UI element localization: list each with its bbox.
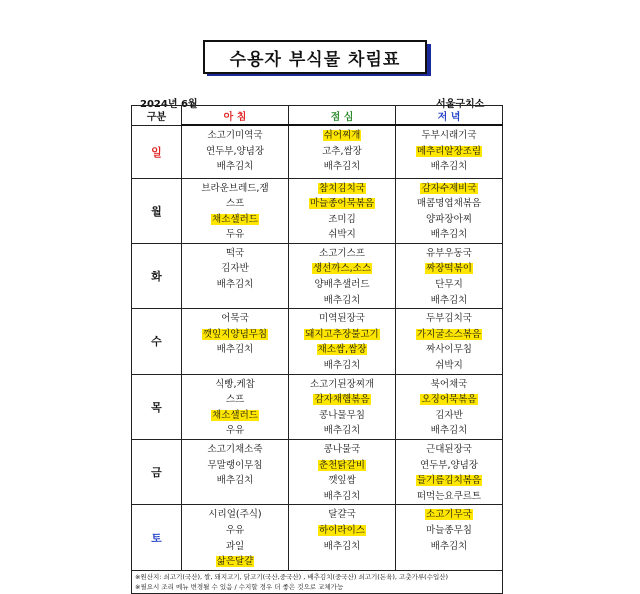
header-breakfast: 아 침 (182, 106, 289, 126)
menu-item (396, 246, 502, 262)
breakfast-cell (182, 374, 289, 439)
day-row (132, 178, 503, 243)
menu-item (289, 358, 395, 374)
period-label: 2024년 6월 (140, 99, 198, 110)
menu-item-text: 쉬박지 (328, 229, 356, 241)
menu-item (396, 473, 502, 489)
menu-item-text: 채소샐러드 (212, 213, 258, 225)
title-banner (203, 40, 427, 74)
header-dinner: 저 녁 (396, 106, 503, 126)
header-row (132, 106, 503, 126)
menu-item-text: 유부우동국 (426, 247, 472, 259)
menu-item (396, 408, 502, 424)
menu-item (289, 489, 395, 505)
menu-item (289, 442, 395, 458)
lunch-cell (289, 309, 396, 374)
menu-item-text: 쉬어찌개 (323, 130, 361, 141)
menu-item (396, 227, 502, 243)
menu-item-text: 채소샐러드 (212, 409, 258, 421)
menu-item (182, 128, 288, 144)
menu-item-text: 짜장떡볶이 (426, 263, 472, 275)
menu-item-text: 채소쌈,쌈장 (317, 344, 367, 356)
day-row (132, 309, 503, 374)
menu-item (182, 458, 288, 474)
menu-item-text: 미역된장국 (319, 313, 365, 325)
menu-item (182, 227, 288, 243)
menu-item (396, 293, 502, 309)
menu-item (182, 423, 288, 439)
menu-item-text: 배추김치 (430, 161, 468, 173)
menu-item-text: 감자수제비국 (421, 182, 477, 194)
menu-item (182, 144, 288, 160)
origin-note: ※원산지: 쇠고기(국산), 쌀, 돼지고기, 닭고기(국산,중국산) , 배추김치(중국산) 쇠고기(돈육), 고춧가루(수입산) (135, 572, 449, 581)
day-row (132, 243, 503, 308)
menu-item (182, 392, 288, 408)
menu-item-text: 마늘종무침 (426, 524, 472, 536)
menu-item-text: 삶은달걀 (216, 556, 254, 568)
lunch-cell (289, 243, 396, 308)
menu-item-text: 콩나물국 (323, 444, 361, 455)
day-row (132, 374, 503, 439)
menu-item (182, 523, 288, 539)
menu-item (182, 311, 288, 327)
menu-item-text: 배추김치 (430, 229, 468, 241)
dinner-cell (396, 374, 503, 439)
day-row (132, 505, 503, 570)
menu-item (289, 212, 395, 228)
menu-item-text: 고추,쌈장 (322, 145, 362, 157)
lunch-cell (289, 125, 396, 178)
menu-item (182, 261, 288, 277)
menu-item-text: 배추김치 (323, 490, 361, 502)
menu-item (396, 311, 502, 327)
menu-item-text: 과일 (225, 540, 245, 552)
menu-item (182, 246, 288, 262)
menu-item-text: 식빵,케찹 (215, 378, 255, 390)
menu-item (289, 311, 395, 327)
menu-item-text: 배추김치 (323, 425, 361, 437)
menu-item-text: 배추김치 (430, 425, 468, 437)
menu-item (396, 128, 502, 144)
menu-item (396, 523, 502, 539)
menu-item-text: 근대된장국 (426, 444, 472, 455)
menu-item-text: 떡국 (225, 247, 245, 259)
day-label: 토 (132, 505, 182, 570)
menu-item-text: 소고기채소죽 (207, 444, 263, 455)
menu-item-text: 쉬박지 (435, 360, 463, 372)
menu-item-text: 어묵국 (221, 313, 249, 325)
menu-item-text: 우유 (225, 425, 245, 437)
dinner-cell (396, 125, 503, 178)
menu-item-text: 배추김치 (430, 294, 468, 306)
menu-item-text: 연두부,양념장 (205, 145, 265, 157)
breakfast-cell (182, 309, 289, 374)
menu-item-text: 소고기무국 (426, 509, 472, 521)
day-row (132, 440, 503, 505)
menu-item (182, 377, 288, 393)
menu-item-text: 우유 (225, 524, 245, 536)
day-label: 수 (132, 309, 182, 374)
menu-item (396, 159, 502, 175)
menu-item-text: 소고기된장찌개 (309, 378, 375, 390)
menu-item (396, 358, 502, 374)
menu-item-text: 감자채햄볶음 (314, 394, 370, 406)
menu-item (396, 377, 502, 393)
dinner-cell (396, 440, 503, 505)
breakfast-cell (182, 125, 289, 178)
menu-item (396, 212, 502, 228)
menu-item (289, 277, 395, 293)
menu-item-text: 가지굴소스볶음 (416, 328, 482, 340)
header-category: 구분 (132, 106, 182, 126)
menu-item-text: 시리얼(주식) (208, 509, 262, 521)
menu-item (396, 277, 502, 293)
menu-item (396, 458, 502, 474)
notes-cell (132, 570, 503, 593)
menu-item-text: 배추김치 (216, 344, 254, 356)
dinner-cell (396, 178, 503, 243)
menu-item (182, 181, 288, 197)
menu-item (396, 392, 502, 408)
org-label: 서울구치소 (436, 99, 485, 110)
menu-item (289, 408, 395, 424)
lunch-cell (289, 505, 396, 570)
change-note: ※필요시 조리 메뉴 변경될 수 있음 / 수지할 경우 더 좋은 것으로 교체가능 (135, 582, 344, 591)
day-label: 목 (132, 374, 182, 439)
page-title: 수용자 부식물 차림표 (203, 40, 427, 74)
breakfast-cell (182, 178, 289, 243)
menu-item-text: 두부김치국 (426, 313, 472, 325)
menu-item (182, 539, 288, 555)
menu-item (396, 423, 502, 439)
menu-item-text: 소고기미역국 (207, 130, 263, 141)
menu-item-text: 오징어묵볶음 (421, 394, 477, 406)
dinner-cell (396, 505, 503, 570)
menu-item (396, 181, 502, 197)
menu-item (396, 489, 502, 505)
menu-item-text: 달걀국 (328, 509, 356, 521)
day-label: 화 (132, 243, 182, 308)
menu-item-text: 콩나물무침 (319, 409, 365, 421)
breakfast-cell (182, 440, 289, 505)
menu-item (182, 554, 288, 570)
menu-item-text: 짜사이무침 (426, 344, 472, 356)
lunch-cell (289, 178, 396, 243)
menu-item (289, 458, 395, 474)
menu-item (182, 196, 288, 212)
menu-item-text: 단무지 (435, 279, 463, 291)
menu-item-text: 브라운브레드,잼 (201, 182, 269, 194)
breakfast-cell (182, 505, 289, 570)
menu-item (289, 539, 395, 555)
menu-item (182, 408, 288, 424)
menu-item-text: 소고기스프 (319, 247, 365, 259)
menu-item-text: 떠먹는요쿠르트 (416, 490, 482, 502)
menu-item (182, 159, 288, 175)
menu-item-text: 김자반 (221, 263, 249, 275)
menu-item (396, 196, 502, 212)
menu-item-text: 생선까스,소스 (312, 263, 372, 275)
day-row (132, 125, 503, 178)
menu-item (289, 128, 395, 144)
day-label: 금 (132, 440, 182, 505)
menu-item-text: 춘천닭갈비 (319, 459, 365, 471)
menu-item (289, 159, 395, 175)
dinner-cell (396, 243, 503, 308)
menu-item (182, 442, 288, 458)
menu-item-text: 배추김치 (216, 161, 254, 173)
menu-item (182, 342, 288, 358)
menu-item (289, 181, 395, 197)
menu-item-text: 배추김치 (323, 161, 361, 173)
menu-item (289, 144, 395, 160)
menu-item (182, 212, 288, 228)
menu-item (289, 227, 395, 243)
menu-item (289, 507, 395, 523)
menu-item-text: 양파장아찌 (426, 213, 472, 225)
day-label: 월 (132, 178, 182, 243)
breakfast-cell (182, 243, 289, 308)
menu-item (289, 246, 395, 262)
menu-item-text: 배추김치 (430, 540, 468, 552)
menu-item (396, 144, 502, 160)
menu-item-text: 들기름김치볶음 (416, 475, 482, 487)
menu-item (182, 473, 288, 489)
menu-item-text: 깻잎쌈 (328, 475, 356, 487)
menu-item-text: 스프 (225, 198, 245, 210)
menu-item-text: 돼지고추장불고기 (305, 328, 379, 340)
menu-item-text: 조미김 (328, 213, 356, 225)
menu-item-text: 두유 (225, 229, 245, 241)
menu-item-text: 연두부,양념장 (419, 459, 479, 471)
menu-item-text: 두부시래기국 (421, 130, 477, 141)
menu-item (182, 507, 288, 523)
lunch-cell (289, 440, 396, 505)
menu-item (289, 392, 395, 408)
menu-item-text: 하이라이스 (319, 524, 365, 536)
menu-item-text: 배추김치 (323, 294, 361, 306)
menu-item-text: 스프 (225, 394, 245, 406)
menu-item (289, 293, 395, 309)
menu-item (182, 327, 288, 343)
menu-item-text: 배추김치 (216, 475, 254, 487)
lunch-cell (289, 374, 396, 439)
notes-row (132, 570, 503, 593)
menu-item-text: 매콤명엽채볶음 (416, 198, 482, 210)
menu-item-text: 마늘종어묵볶음 (309, 198, 375, 210)
menu-item-text: 배추김치 (323, 540, 361, 552)
menu-item-text: 무말랭이무침 (207, 459, 263, 471)
menu-item (289, 473, 395, 489)
menu-item (289, 261, 395, 277)
day-label: 일 (132, 125, 182, 178)
dinner-cell (396, 309, 503, 374)
menu-item (396, 342, 502, 358)
menu-item-text: 메추리알장조림 (416, 145, 482, 157)
menu-item (182, 277, 288, 293)
menu-item (289, 327, 395, 343)
menu-item (396, 507, 502, 523)
menu-item-text: 배추김치 (323, 360, 361, 372)
menu-item-text: 깻잎지양념무침 (202, 328, 268, 340)
menu-item-text: 양배추샐러드 (314, 279, 370, 291)
menu-item-text: 김자반 (435, 409, 463, 421)
menu-item (396, 261, 502, 277)
menu-table (131, 105, 503, 594)
header-lunch: 점 심 (289, 106, 396, 126)
menu-item (396, 327, 502, 343)
menu-item (396, 442, 502, 458)
menu-item-text: 배추김치 (216, 279, 254, 291)
menu-item-text: 참치김치국 (319, 182, 365, 194)
menu-item-text: 북어채국 (430, 378, 468, 390)
menu-item (289, 196, 395, 212)
menu-item (289, 342, 395, 358)
menu-item (289, 377, 395, 393)
menu-item (289, 523, 395, 539)
menu-item (289, 423, 395, 439)
menu-item (396, 539, 502, 555)
